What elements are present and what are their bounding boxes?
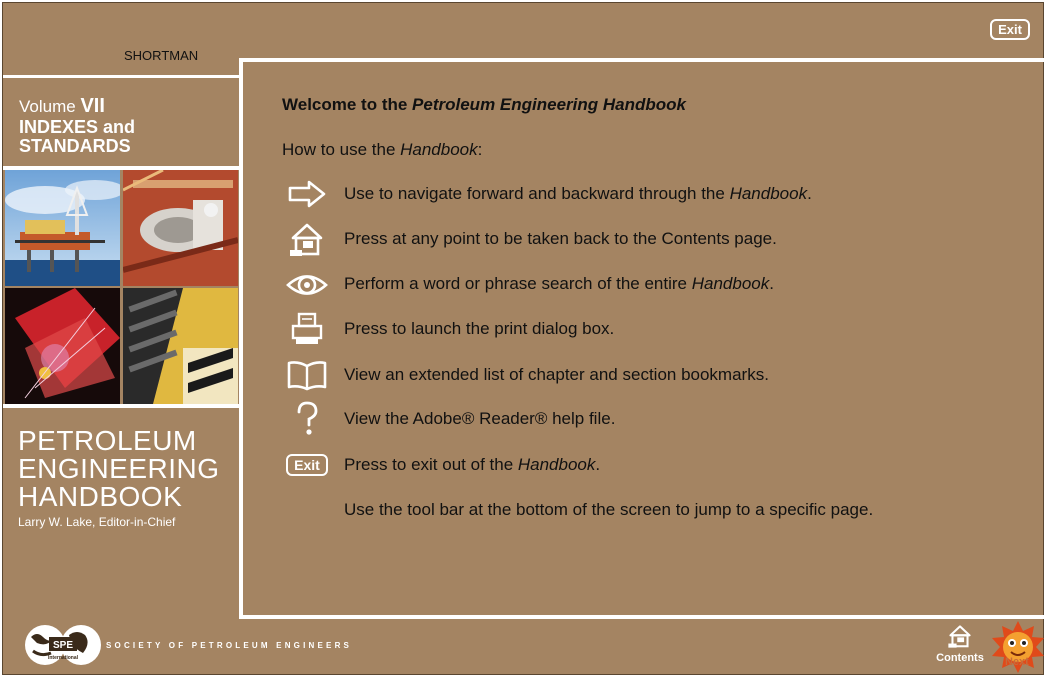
instruction-text: Press to launch the print dialog box. [344,319,615,338]
eye-icon [285,266,329,304]
book-icon [285,356,329,394]
instruction-text: Press at any point to be taken back to the Contents page. [344,229,777,248]
next-label: Next [1005,656,1029,668]
exit-icon [285,446,329,484]
home-icon [285,220,329,258]
volume-number: VII [80,95,105,117]
printer-icon [285,310,329,348]
page-title: Welcome to the Petroleum Engineering Handbook [282,95,686,114]
drill-bits-photo [123,288,238,404]
instruction-text: View the Adobe® Reader® help file. [344,409,616,428]
instruction-text: Use to navigate forward and backward through the Handbook. [344,184,812,203]
divider [3,404,240,408]
book-title-line: HANDBOOK [18,481,183,512]
next-button[interactable] [988,621,1048,675]
book-title [18,427,220,511]
society-name: SOCIETY OF PETROLEUM ENGINEERS [106,641,353,650]
spe-logo [23,623,103,667]
book-title-line: ENGINEERING [18,453,220,484]
cover-photo-collage [5,170,238,404]
instruction-text: Press to exit out of the Handbook. [344,455,601,474]
question-icon [285,400,329,438]
volume-title-line: INDEXES and [19,117,136,137]
volume-word: Volume [19,97,76,116]
editor-credit: Larry W. Lake, Editor-in-Chief [18,515,176,529]
exit-icon-label: Exit [286,454,328,476]
volume-title [19,118,189,156]
spe-logo-text: SPE [52,640,74,651]
offshore-platform-photo [5,170,120,286]
volume-label [19,95,189,156]
home-icon [945,623,975,649]
running-header: SHORTMAN [124,48,199,63]
howto-heading: How to use the Handbook: [282,140,483,159]
volume-title-line: STANDARDS [19,136,131,156]
divider [3,75,240,78]
contents-button[interactable] [932,623,988,673]
book-title-line: PETROLEUM [18,425,197,456]
instruction-text: View an extended list of chapter and section bookmarks. [344,365,769,384]
instruction-text: Perform a word or phrase search of the entire Handbook. [344,274,774,293]
app-window [2,2,1044,675]
arrow-right-icon [285,175,329,213]
contents-label: Contents [936,652,984,664]
instruction-text: Use the tool bar at the bottom of the screen to jump to a specific page. [344,500,874,519]
machinery-photo [123,170,238,286]
spe-logo-subtext: International [47,655,79,661]
visualization-photo [5,288,120,404]
exit-button[interactable]: Exit [990,19,1030,40]
